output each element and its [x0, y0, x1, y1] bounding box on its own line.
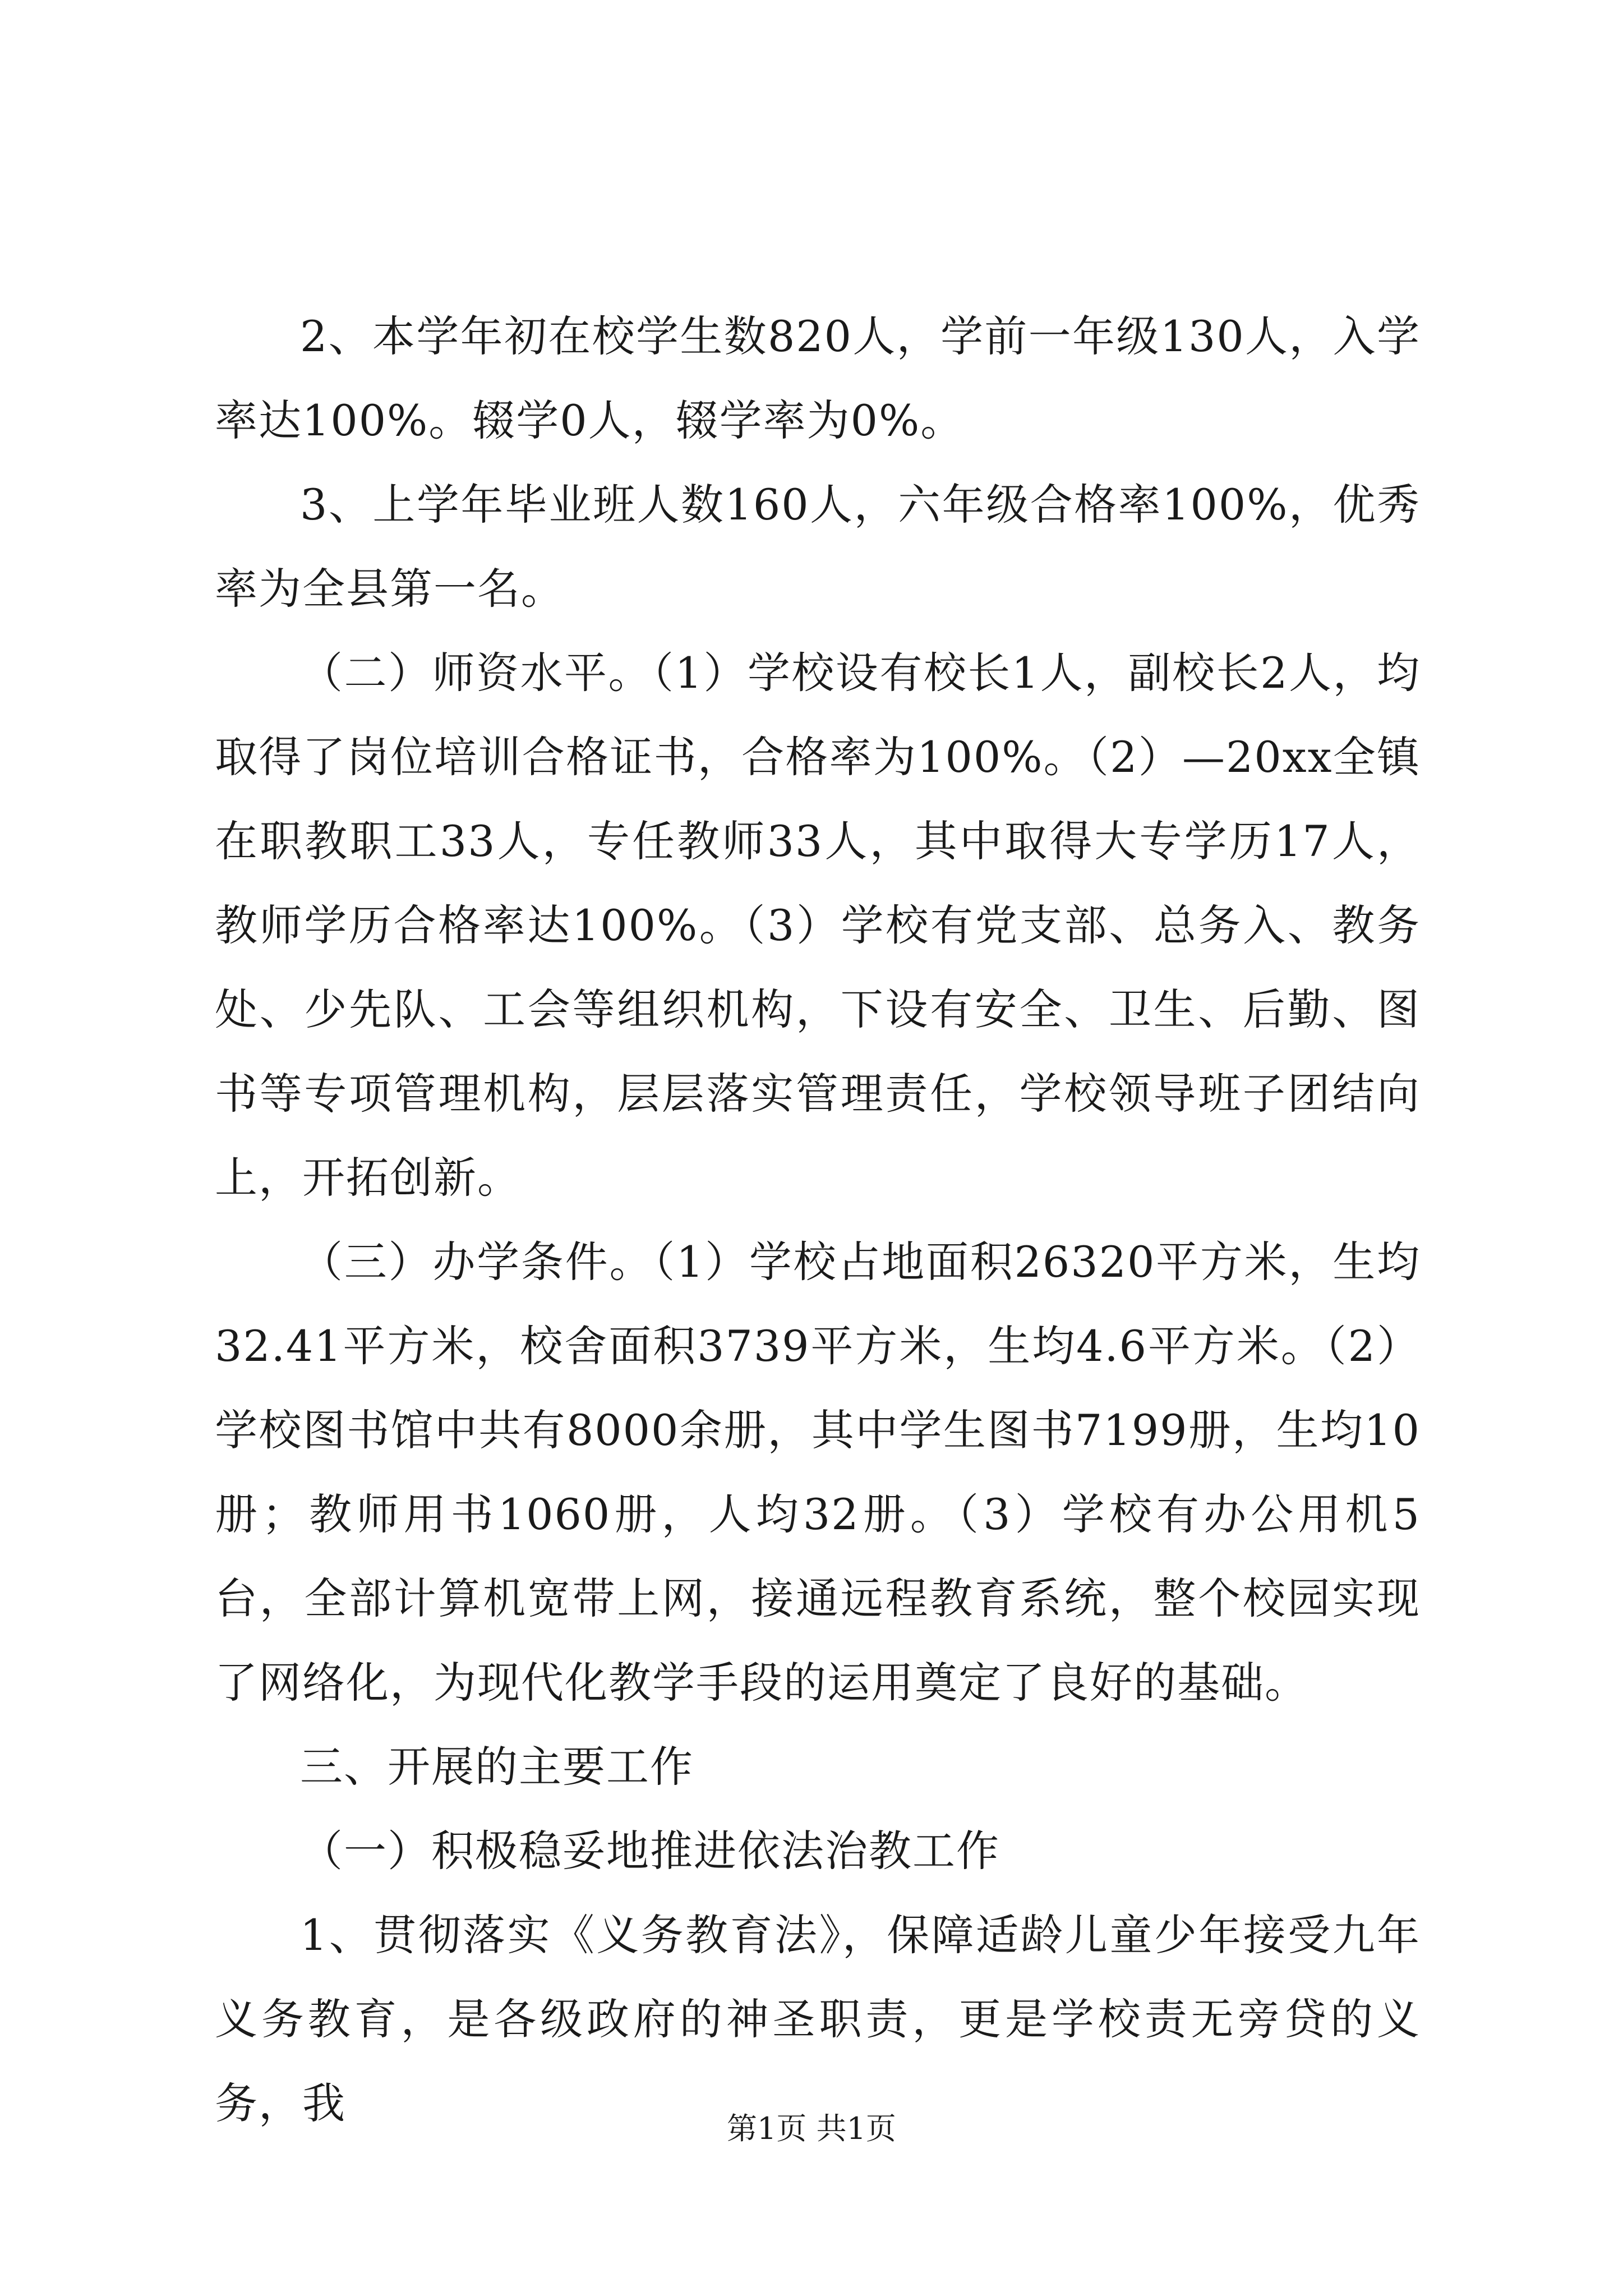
section-heading-main-work: 三、开展的主要工作 [300, 1742, 694, 1792]
paragraph-graduation: 3、上学年毕业班人数160人，六年级合格率100%，优秀率为全县第一名。 [215, 480, 1421, 614]
subsection-heading-rule-of-law: （一）积极稳妥地推进依法治教工作 [300, 1826, 1000, 1876]
document-body [215, 295, 1421, 2146]
paragraph-compulsory-education: 1、贯彻落实《义务教育法》，保障适龄儿童少年接受九年义务教育，是各级政府的神圣职责，更是学校责无旁贷的义务，我 [215, 1910, 1421, 2128]
page-footer: 第1页 共1页 [727, 2111, 896, 2146]
paragraph-enrollment: 2、本学年初在校学生数820人，学前一年级130人，入学率达100%。辍学0人，辍学率为0%。 [215, 311, 1421, 445]
paragraph-teaching-staff: （二）师资水平。（1）学校设有校长1人，副校长2人，均取得了岗位培训合格证书，合格率为100%。（2）—20xx全镇在职教职工33人，专任教师33人，其中取得大专学历17人，教师学历合格率达100%。（3）学校有党支部、总务入、教务处、少先队、工会等组织机构，下设有安全、卫生、后勤、图书等专项管理机构，层层落实管理责任，学校领导班子团结向上，开拓创新。 [215, 648, 1421, 1203]
paragraph-school-conditions: （三）办学条件。（1）学校占地面积26320平方米，生均32.41平方米，校舍面积3739平方米，生均4.6平方米。（2）学校图书馆中共有8000余册，其中学生图书7199册，生均10册；教师用书1060册，人均32册。（3）学校有办公用机5台，全部计算机宽带上网，接通远程教育系统，整个校园实现了网络化，为现代化教学手段的运用奠定了良好的基础。 [215, 1237, 1421, 1708]
